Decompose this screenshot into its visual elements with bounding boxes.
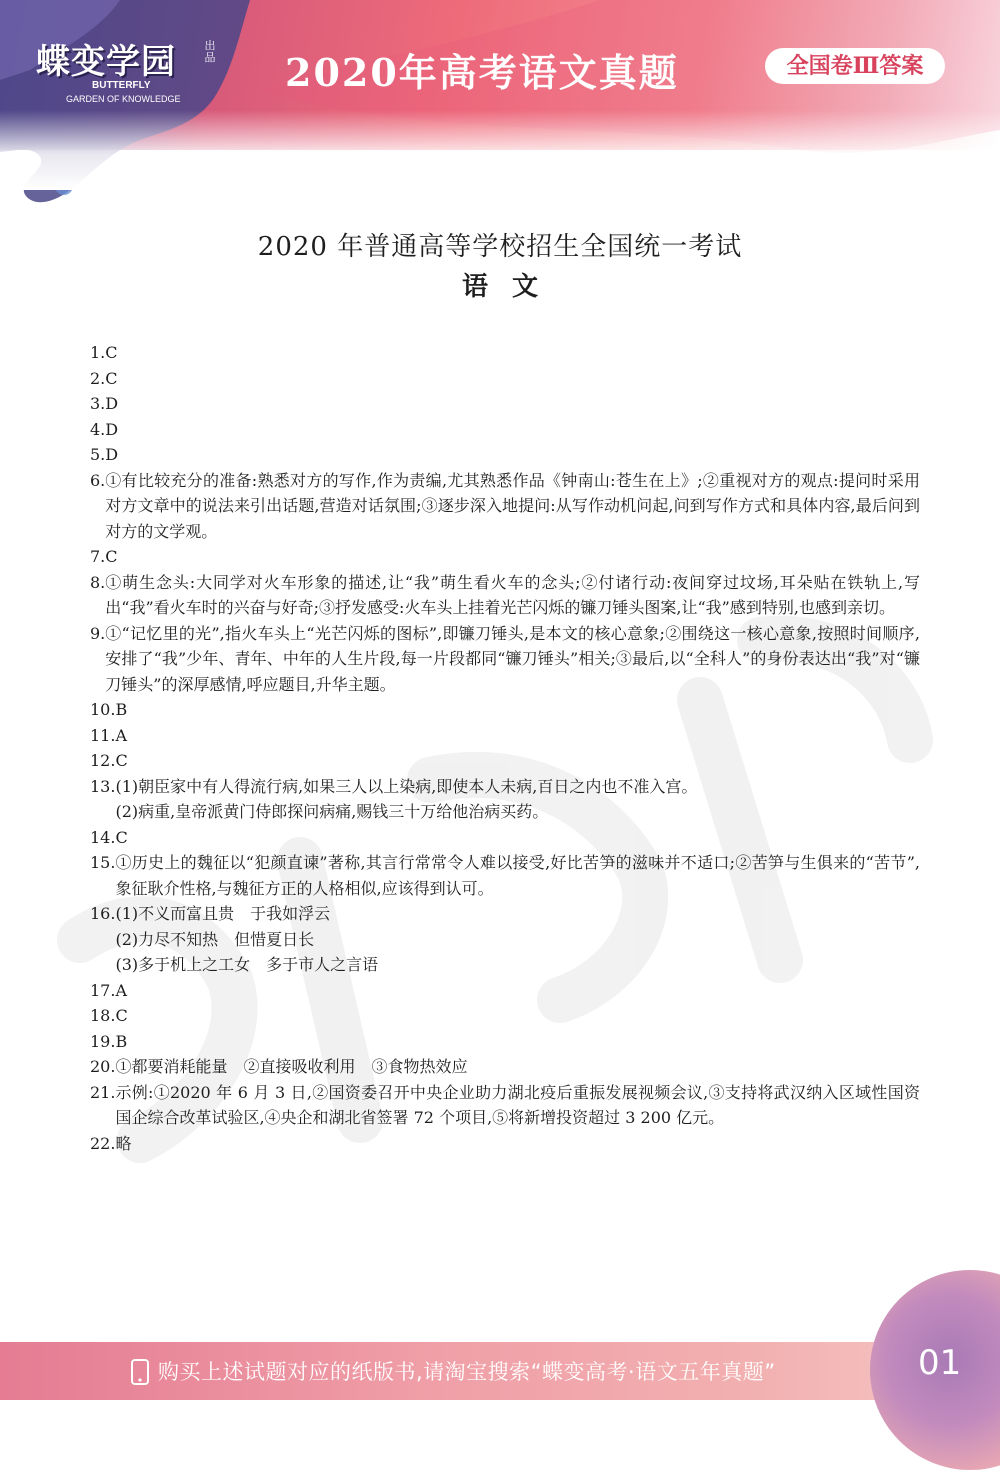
answer-number: 22.: [90, 1133, 116, 1153]
logo-badge: 出品: [204, 39, 216, 64]
answer-item: [90, 901, 920, 978]
answer-number: 16.: [90, 904, 116, 923]
answer-text: [105, 468, 920, 545]
logo-english-line1: BUTTERFLY: [92, 80, 151, 91]
answer-line: 示例:①2020 年 6 月 3 日,②国资委召开中央企业助力湖北疫后重振发展视频会议,③支持将武汉纳入区域性国资国企综合改革试验区,④央企和湖北省签署 72 个项目,⑤将新增投资超过 3 200 亿元。: [115, 1082, 920, 1127]
answer-list: [90, 340, 920, 1156]
answer-text: [115, 901, 920, 978]
answer-number: 18.: [90, 1006, 116, 1025]
answer-item: [90, 366, 920, 392]
answer-item: [90, 544, 920, 570]
footer-purchase-text: 购买上述试题对应的纸版书,请淘宝搜索“蝶变高考·语文五年真题”: [158, 1360, 776, 1384]
answer-text: [115, 850, 920, 901]
answer-line: D: [105, 394, 119, 413]
answer-item: [90, 1080, 920, 1131]
answer-item: [90, 850, 920, 901]
answer-text: [115, 825, 920, 851]
answer-number: 8.: [90, 572, 106, 592]
answer-line: C: [115, 751, 128, 770]
answer-number: 9.: [90, 623, 106, 643]
answer-text: [105, 544, 920, 570]
answer-item: [90, 1054, 920, 1080]
answer-text: [115, 1054, 920, 1080]
document-title: 2020 年普通高等学校招生全国统一考试: [257, 232, 743, 262]
answer-text: [105, 442, 920, 468]
answer-text: [115, 774, 920, 825]
answer-line: C: [105, 343, 118, 362]
answer-number: 5.: [90, 445, 106, 464]
answer-item: [90, 825, 920, 851]
answer-line: ①“记忆里的光”,指火车头上“光芒闪烁的图标”,即镰刀锤头,是本文的核心意象;②围绕这一核心意象,按照时间顺序,安排了“我”少年、青年、中年的人生片段,每一片段都同“镰刀锤头”相关;③最后,以“全科人”的身份表达出“我”对“镰刀锤头”的深厚感情,呼应题目,升华主题。: [105, 623, 920, 694]
answer-line: (2)病重,皇帝派黄门侍郎探问病痛,赐钱三十万给他治病买药。: [115, 802, 549, 821]
answer-line: ①有比较充分的准备:熟悉对方的写作,作为责编,尤其熟悉作品《钟南山:苍生在上》;②重视对方的观点:提问时采用对方文章中的说法来引出话题,营造对话氛围;③逐步深入地提问:从写作动机问起,问到写作方式和具体内容,最后问到对方的文学观。: [105, 470, 920, 541]
logo-text: 蝶变学园: [36, 42, 176, 82]
answer-item: [90, 1131, 920, 1157]
header-fade: [0, 110, 1000, 190]
answer-line: C: [105, 547, 118, 566]
answer-number: 19.: [90, 1031, 116, 1051]
answer-line: D: [105, 419, 119, 439]
answer-line: C: [105, 368, 118, 388]
header-title: 2020年高考语文真题: [285, 50, 679, 95]
answer-line: (1)不义而富且贵 于我如浮云: [115, 904, 331, 923]
answer-item: [90, 468, 920, 545]
answer-item: [90, 391, 920, 417]
answer-number: 7.: [90, 547, 106, 566]
answer-number: 13.: [90, 776, 116, 796]
answer-item: [90, 417, 920, 443]
answer-item: [90, 774, 920, 825]
answer-item: [90, 1029, 920, 1055]
answer-text: [115, 1029, 920, 1055]
answer-text: [115, 1131, 920, 1157]
answer-item: [90, 978, 920, 1004]
answer-line: D: [105, 445, 119, 464]
answer-item: [90, 697, 920, 723]
logo-english-line2: GARDEN OF KNOWLEDGE: [66, 94, 181, 104]
answer-item: [90, 748, 920, 774]
answer-line: ①萌生念头:大同学对火车形象的描述,让“我”萌生看火车的念头;②付诸行动:夜间穿过坟场,耳朵贴在铁轨上,写出“我”看火车时的兴奋与好奇;③抒发感受:火车头上挂着光芒闪烁的镰刀锤头图案,让“我”感到特别,也感到亲切。: [105, 572, 920, 617]
answer-text: [115, 1080, 920, 1131]
answer-item: [90, 621, 920, 698]
answer-number: 12.: [90, 751, 116, 770]
answer-text: [105, 340, 920, 366]
answer-line: (3)多于机上之工女 多于市人之言语: [115, 955, 379, 974]
answer-text: [115, 748, 920, 774]
answer-number: 11.: [90, 725, 116, 745]
answer-text: [115, 978, 920, 1004]
answer-number: 3.: [90, 394, 106, 413]
answer-line: C: [115, 1006, 128, 1025]
answer-line: ①都要消耗能量 ②直接吸收利用 ③食物热效应: [115, 1057, 468, 1076]
answer-text: [105, 621, 920, 698]
answer-text: [105, 570, 920, 621]
answer-number: 14.: [90, 827, 116, 847]
answer-text: [115, 1003, 920, 1029]
answer-number: 6.: [90, 470, 106, 490]
answer-line: A: [115, 980, 128, 1000]
answer-text: [115, 723, 920, 749]
answer-item: [90, 442, 920, 468]
answer-line: 略: [115, 1133, 132, 1153]
answer-line: B: [115, 1031, 128, 1051]
answer-number: 17.: [90, 980, 116, 1000]
answer-line: ①历史上的魏征以“犯颜直谏”著称,其言行常常令人难以接受,好比苦笋的滋味并不适口;②苦笋与生俱来的“苦节”,象征耿介性格,与魏征方正的人格相似,应该得到认可。: [115, 853, 920, 898]
answer-number: 2.: [90, 368, 106, 388]
answer-number: 10.: [90, 700, 116, 719]
answer-item: [90, 570, 920, 621]
answer-text: [115, 697, 920, 723]
phone-icon: [130, 1359, 150, 1385]
header-badge: 全国卷Ⅲ答案: [765, 48, 945, 84]
answer-text: [105, 417, 920, 443]
answer-line: B: [115, 700, 128, 719]
answer-line: C: [115, 827, 128, 847]
answer-line: (1)朝臣家中有人得流行病,如果三人以上染病,即使本人未病,百日之内也不准入宫。: [115, 776, 698, 796]
answer-number: 15.: [90, 853, 116, 872]
answer-line: A: [115, 725, 128, 745]
answer-item: [90, 723, 920, 749]
answer-item: [90, 1003, 920, 1029]
answer-number: 1.: [90, 343, 106, 362]
answer-text: [105, 391, 920, 417]
answer-text: [105, 366, 920, 392]
brand-logo: [36, 34, 236, 114]
answer-line: (2)力尽不知热 但惜夏日长: [115, 929, 315, 949]
answer-number: 20.: [90, 1057, 116, 1076]
page-number: 01: [918, 1343, 962, 1383]
answer-item: [90, 340, 920, 366]
answer-number: 21.: [90, 1082, 116, 1102]
answer-number: 4.: [90, 419, 106, 439]
document-subtitle: 语文: [461, 272, 562, 302]
